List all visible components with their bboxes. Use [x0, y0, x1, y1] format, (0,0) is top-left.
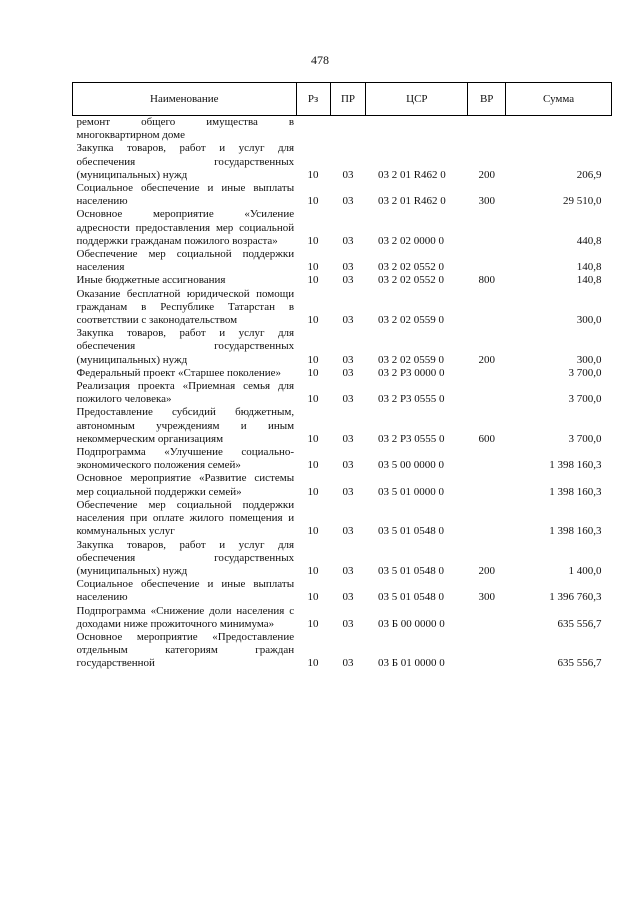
table-row: [73, 472, 612, 498]
cell-rz: 10: [307, 525, 319, 538]
cell-pr: 03: [342, 353, 354, 366]
cell-sum: 1 398 160,3: [549, 459, 602, 472]
table-row: [73, 499, 612, 539]
cell-vr: 200: [478, 353, 495, 366]
header-sum: Сумма: [506, 83, 612, 116]
cell-csr: 03 2 02 0552 0: [377, 274, 444, 287]
cell-sum: 3 700,0: [568, 393, 602, 406]
cell-rz: 10: [307, 274, 319, 287]
table-row: [73, 142, 612, 182]
cell-rz: 10: [307, 564, 319, 577]
cell-csr: [366, 116, 468, 143]
cell-vr: 300: [478, 591, 495, 604]
cell-pr: 03: [342, 261, 354, 274]
cell-csr: 03 5 01 0548 0: [377, 564, 444, 577]
cell-sum: 1 398 160,3: [549, 525, 602, 538]
cell-rz: 10: [307, 353, 319, 366]
cell-pr: 03: [342, 168, 354, 181]
cell-csr: 03 2 02 0000 0: [377, 234, 444, 247]
cell-csr: 03 2 01 R462 0: [377, 195, 446, 208]
cell-name: Федеральный проект «Старшее поколение»: [76, 366, 282, 379]
cell-rz: 10: [307, 366, 319, 379]
table-row: [73, 631, 612, 671]
cell-name: Закупка товаров, работ и услуг для обеспечения государственных (муниципальных) нужд: [76, 142, 295, 181]
cell-csr: 03 2 P3 0555 0: [377, 393, 445, 406]
header-name: Наименование: [73, 83, 297, 116]
cell-sum: [506, 116, 612, 143]
cell-csr: 03 5 01 0000 0: [377, 485, 444, 498]
cell-vr: 300: [478, 195, 495, 208]
cell-pr: 03: [342, 564, 354, 577]
cell-pr: 03: [342, 617, 354, 630]
table-row: [73, 446, 612, 472]
cell-pr: [330, 116, 366, 143]
table-row: [73, 208, 612, 248]
cell-pr: 03: [342, 314, 354, 327]
header-vr: ВР: [468, 83, 506, 116]
cell-vr: 200: [478, 564, 495, 577]
cell-pr: 03: [342, 525, 354, 538]
cell-csr: 03 2 01 R462 0: [377, 168, 446, 181]
cell-csr: 03 Б 01 0000 0: [377, 657, 445, 670]
cell-csr: 03 5 01 0548 0: [377, 525, 444, 538]
cell-vr: 800: [478, 274, 495, 287]
header-rz: Рз: [296, 83, 330, 116]
cell-vr: [468, 367, 506, 380]
table-row: [73, 288, 612, 328]
cell-rz: 10: [307, 617, 319, 630]
cell-name: Закупка товаров, работ и услуг для обеспечения государственных (муниципальных) нужд: [76, 538, 295, 577]
cell-pr: 03: [342, 234, 354, 247]
cell-pr: 03: [342, 274, 354, 287]
cell-sum: 206,9: [576, 168, 602, 181]
cell-csr: 03 2 P3 0555 0: [377, 432, 445, 445]
cell-csr: 03 Б 00 0000 0: [377, 617, 445, 630]
table-row: [73, 327, 612, 367]
cell-pr: 03: [342, 459, 354, 472]
cell-pr: 03: [342, 657, 354, 670]
budget-table: [72, 82, 612, 671]
cell-csr: 03 5 01 0548 0: [377, 591, 444, 604]
table-row: [73, 406, 612, 446]
cell-vr: [468, 248, 506, 274]
cell-csr: 03 5 00 0000 0: [377, 459, 444, 472]
cell-name: Оказание бесплатной юридической помощи гражданам в Республике Татарстан в соответствии с законодательством: [76, 287, 295, 327]
cell-rz: [296, 116, 330, 143]
cell-pr: 03: [342, 366, 354, 379]
cell-name: Обеспечение мер социальной поддержки населения: [76, 248, 295, 274]
cell-name: Социальное обеспечение и иные выплаты населению: [76, 578, 295, 604]
cell-rz: 10: [307, 261, 319, 274]
cell-name: Обеспечение мер социальной поддержки населения при оплате жилого помещения и коммунальных услуг: [76, 498, 295, 538]
cell-vr: [468, 208, 506, 248]
cell-vr: 200: [478, 168, 495, 181]
cell-sum: 635 556,7: [557, 617, 602, 630]
cell-vr: [468, 605, 506, 631]
cell-sum: 29 510,0: [563, 195, 602, 208]
cell-name: Подпрограмма «Снижение доли населения с доходами ниже прожиточного минимума»: [76, 604, 295, 630]
cell-rz: 10: [307, 459, 319, 472]
cell-sum: 140,8: [576, 274, 602, 287]
cell-sum: 635 556,7: [557, 657, 602, 670]
cell-name: Реализация проекта «Приемная семья для пожилого человека»: [76, 380, 295, 406]
cell-pr: 03: [342, 432, 354, 445]
table-row: [73, 605, 612, 631]
cell-rz: 10: [307, 657, 319, 670]
cell-rz: 10: [307, 591, 319, 604]
page-number: 478: [311, 53, 329, 67]
cell-vr: [468, 499, 506, 539]
cell-pr: 03: [342, 591, 354, 604]
cell-name: Иные бюджетные ассигнования: [76, 274, 226, 287]
cell-vr: [468, 380, 506, 406]
cell-sum: 300,0: [576, 314, 602, 327]
table-row: [73, 578, 612, 604]
header-csr: ЦСР: [366, 83, 468, 116]
cell-name: Предоставление субсидий бюджетным, автономным учреждениям и иным некоммерческим организациям: [76, 406, 295, 445]
table-row: [73, 274, 612, 287]
cell-vr: [468, 631, 506, 671]
cell-vr: [468, 446, 506, 472]
cell-rz: 10: [307, 314, 319, 327]
table-row: [73, 182, 612, 208]
table-row: [73, 539, 612, 579]
cell-name: Подпрограмма «Улучшение социально-экономического положения семей»: [76, 446, 295, 472]
cell-pr: 03: [342, 485, 354, 498]
cell-csr: 03 2 P3 0000 0: [377, 366, 445, 379]
table-row: [73, 380, 612, 406]
table-row: [73, 248, 612, 274]
cell-rz: 10: [307, 234, 319, 247]
cell-name: Основное мероприятие «Усиление адресности предоставления мер социальной поддержки гражданам пожилого возраста»: [76, 208, 295, 247]
cell-rz: 10: [307, 432, 319, 445]
cell-sum: 1 396 760,3: [549, 591, 602, 604]
cell-name: Закупка товаров, работ и услуг для обеспечения государственных (муниципальных) нужд: [76, 327, 295, 366]
cell-pr: 03: [342, 195, 354, 208]
cell-pr: 03: [342, 393, 354, 406]
cell-rz: 10: [307, 393, 319, 406]
cell-sum: 1 398 160,3: [549, 485, 602, 498]
cell-vr: [468, 288, 506, 328]
cell-sum: 440,8: [576, 234, 602, 247]
cell-name: Основное мероприятие «Развитие системы мер социальной поддержки семей»: [76, 472, 295, 498]
cell-name: Основное мероприятие «Предоставление отдельным категориям граждан государственной: [76, 630, 295, 670]
cell-rz: 10: [307, 195, 319, 208]
table-row: [73, 367, 612, 380]
cell-sum: 140,8: [576, 261, 602, 274]
cell-rz: 10: [307, 485, 319, 498]
cell-vr: [468, 116, 506, 143]
cell-sum: 3 700,0: [568, 366, 602, 379]
cell-sum: 1 400,0: [568, 564, 602, 577]
cell-rz: 10: [307, 168, 319, 181]
cell-csr: 03 2 02 0552 0: [377, 261, 444, 274]
table-row: [73, 116, 612, 143]
cell-csr: 03 2 02 0559 0: [377, 353, 444, 366]
cell-vr: 600: [478, 432, 495, 445]
header-pr: ПР: [330, 83, 366, 116]
cell-sum: 300,0: [576, 353, 602, 366]
cell-name: Социальное обеспечение и иные выплаты населению: [76, 182, 295, 208]
cell-vr: [468, 472, 506, 498]
table-header-row: [73, 83, 612, 116]
cell-csr: 03 2 02 0559 0: [377, 314, 444, 327]
cell-name: ремонт общего имущества в многоквартирном доме: [76, 116, 295, 142]
cell-sum: 3 700,0: [568, 432, 602, 445]
